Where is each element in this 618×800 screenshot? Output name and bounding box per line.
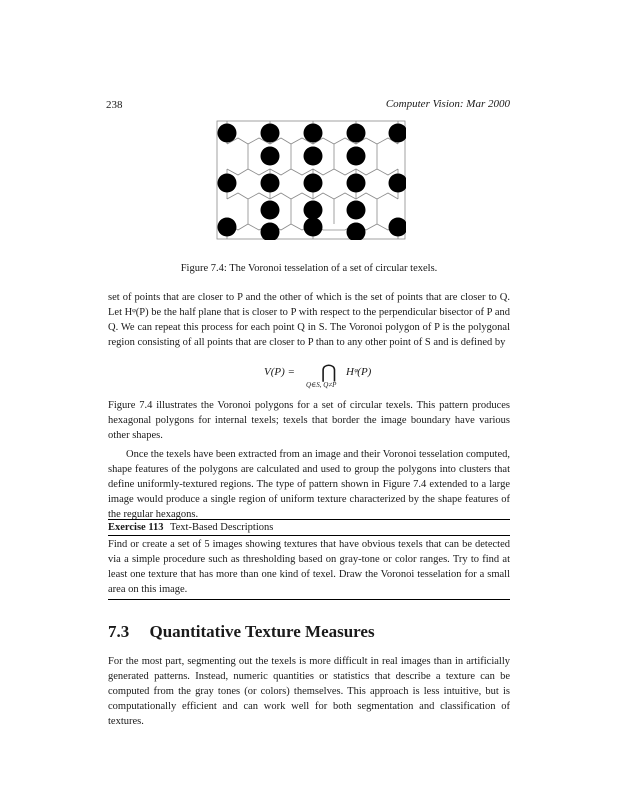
exercise-label: Exercise 113 (108, 522, 164, 533)
section-heading (108, 622, 375, 642)
paragraph-tesselation-use: Once the texels have been extracted from an image and their Voronoi tesselation computed, shape features of the polygons are calculated and used to group the polygons into clusters that define uniformly-textured regions. The type of pattern shown in Figure 7.4 extended to a large image would produce a single region of uniform texture characterized by the shape features of the regular hexagons. (108, 449, 510, 521)
page-number: 238 (106, 99, 123, 111)
figure-caption: Figure 7.4: The Voronoi tesselation of a set of circular texels. (180, 263, 438, 274)
formula-subscript: Q∈S, Q≠P (306, 381, 337, 389)
exercise-box (108, 519, 510, 600)
paragraph-quantitative-intro: For the most part, segmenting out the texels is more difficult in real images than in artificially generated patterns. Instead, numeric quantities or statistics that describe a texture can be computed from the gray tones (or colors) themselves. This approach is less intuitive, but is computationally efficient and can work well for both segmentation and classification of textures. (108, 656, 510, 728)
voronoi-figure (216, 120, 406, 240)
voronoi-formula (0, 364, 618, 392)
running-head: Computer Vision: Mar 2000 (385, 98, 510, 110)
paragraph-figure-description: Figure 7.4 illustrates the Voronoi polygons for a set of circular texels. This pattern produces hexagonal polygons for internal texels; texels that border the image boundary have various other shapes. (108, 400, 510, 442)
paragraph-voronoi-intro: set of points that are closer to P and the other of which is the set of points that are closer to Q. Let Hᵠ(P) be the half plane that is closer to P with respect to the perpendicular bisector of P and Q. We can repeat this process for each point Q in S. The Voronoi polygon of P is the polygonal region consisting of all points that are closer to P than to any other point of S and is defined by (108, 292, 510, 349)
formula-lhs: V(P) = (264, 366, 295, 378)
exercise-body: Find or create a set of 5 images showing textures that have obvious texels that can be detected via a simple procedure such as thresholding based on gray-tone or color ranges. Try to find at least one texture that has more than one kind of texel. Draw the Voronoi tesselation for a small area on this image. (108, 539, 510, 596)
section-number: 7.3 (108, 622, 130, 641)
exercise-title: Text-Based Descriptions (169, 522, 274, 533)
section-title: Quantitative Texture Measures (149, 622, 375, 641)
exercise-header (108, 520, 510, 536)
formula-rhs: Hᵠ(P) (346, 366, 372, 378)
intersection-operator: ⋂ (321, 362, 337, 383)
